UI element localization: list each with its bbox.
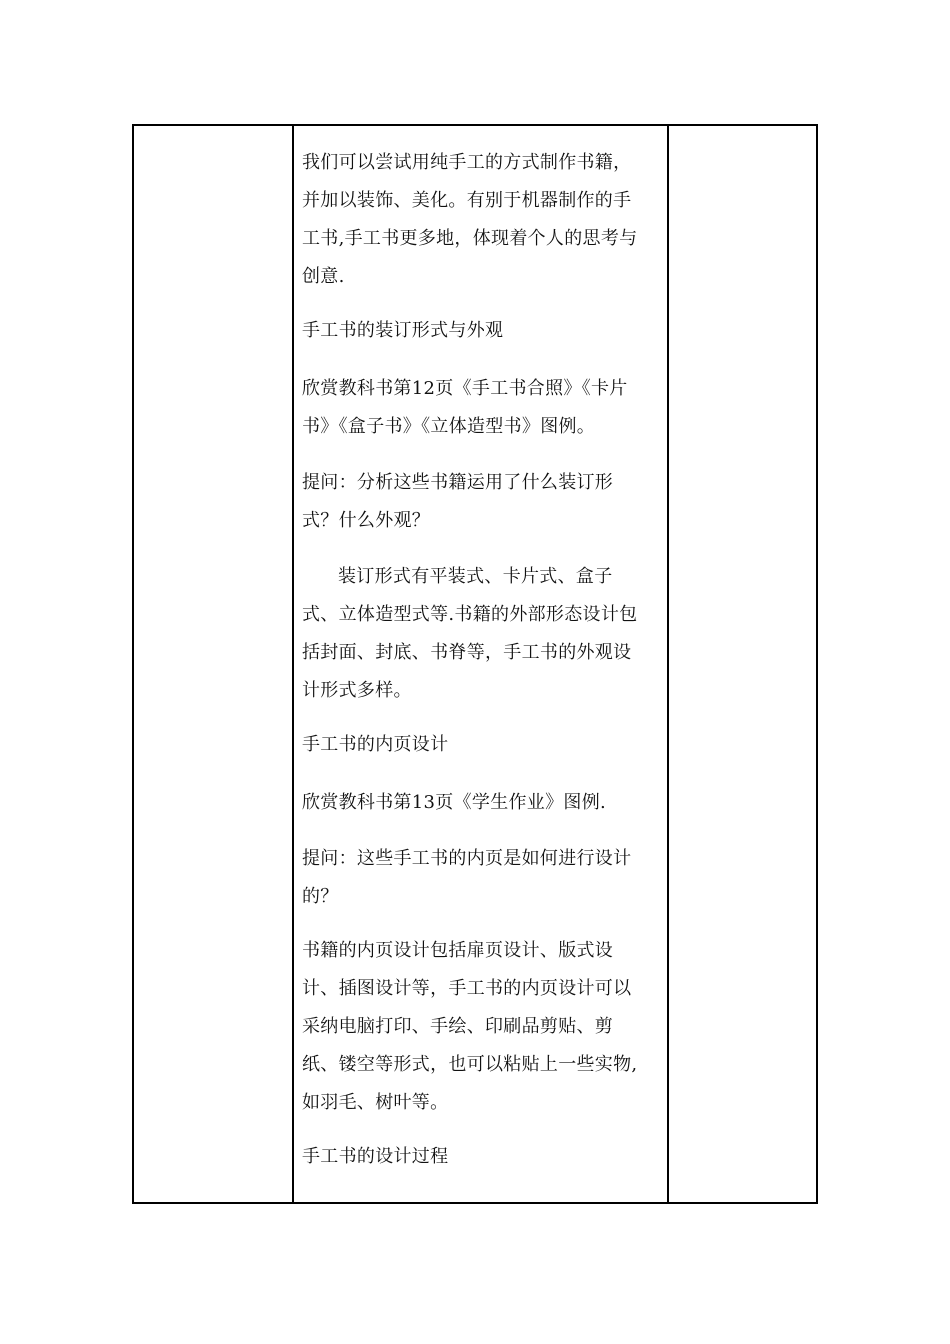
lesson-table bbox=[132, 124, 818, 1204]
text-line: 书》《盒子书》《立体造型书》图例。 bbox=[302, 416, 596, 437]
text-line: 欣赏教科书第12页《手工书合照》《卡片 bbox=[302, 378, 628, 399]
appreciation-paragraph bbox=[302, 784, 660, 822]
heading-inner-page: 手工书的内页设计 bbox=[302, 734, 449, 755]
section-heading bbox=[302, 726, 660, 764]
text-line: 纸、镂空等形式，也可以粘贴上一些实物, bbox=[302, 1054, 638, 1075]
text-line: 式？什么外观？ bbox=[302, 510, 431, 531]
text-line: 括封面、封底、书脊等，手工书的外观设 bbox=[302, 642, 632, 663]
text-line: 装订形式有平装式、卡片式、盒子 bbox=[338, 566, 613, 587]
answer-paragraph bbox=[302, 558, 660, 710]
text-line: 采纳电脑打印、手绘、印刷品剪贴、剪 bbox=[302, 1016, 614, 1037]
text-line: 创意. bbox=[302, 266, 345, 287]
text-line: 并加以装饰、美化。有别于机器制作的手 bbox=[302, 190, 632, 211]
text-line: 欣赏教科书第13页《学生作业》图例. bbox=[302, 792, 607, 813]
question-paragraph bbox=[302, 464, 660, 540]
section-heading bbox=[302, 1138, 660, 1176]
text-line: 式、立体造型式等.书籍的外部形态设计包 bbox=[302, 604, 638, 625]
text-line: 计形式多样。 bbox=[302, 680, 412, 701]
heading-design-process: 手工书的设计过程 bbox=[302, 1146, 449, 1167]
text-line: 提问：这些手工书的内页是如何进行设计 bbox=[302, 848, 632, 869]
text-line: 的？ bbox=[302, 886, 339, 907]
answer-paragraph bbox=[302, 932, 660, 1122]
text-line: 计、插图设计等，手工书的内页设计可以 bbox=[302, 978, 632, 999]
heading-binding-form: 手工书的装订形式与外观 bbox=[302, 320, 504, 341]
text-line: 如羽毛、树叶等。 bbox=[302, 1092, 449, 1113]
table-cell-left bbox=[134, 126, 292, 1202]
text-line: 我们可以尝试用纯手工的方式制作书籍， bbox=[302, 152, 632, 173]
section-heading bbox=[302, 312, 660, 350]
intro-paragraph bbox=[302, 144, 660, 296]
text-line: 工书,手工书更多地，体现着个人的思考与 bbox=[302, 228, 638, 249]
appreciation-paragraph bbox=[302, 370, 660, 446]
text-line: 书籍的内页设计包括扉页设计、版式设 bbox=[302, 940, 614, 961]
text-line: 提问：分析这些书籍运用了什么装订形 bbox=[302, 472, 614, 493]
table-cell-right bbox=[669, 126, 818, 1202]
table-cell-middle bbox=[294, 126, 667, 1202]
question-paragraph bbox=[302, 840, 660, 916]
